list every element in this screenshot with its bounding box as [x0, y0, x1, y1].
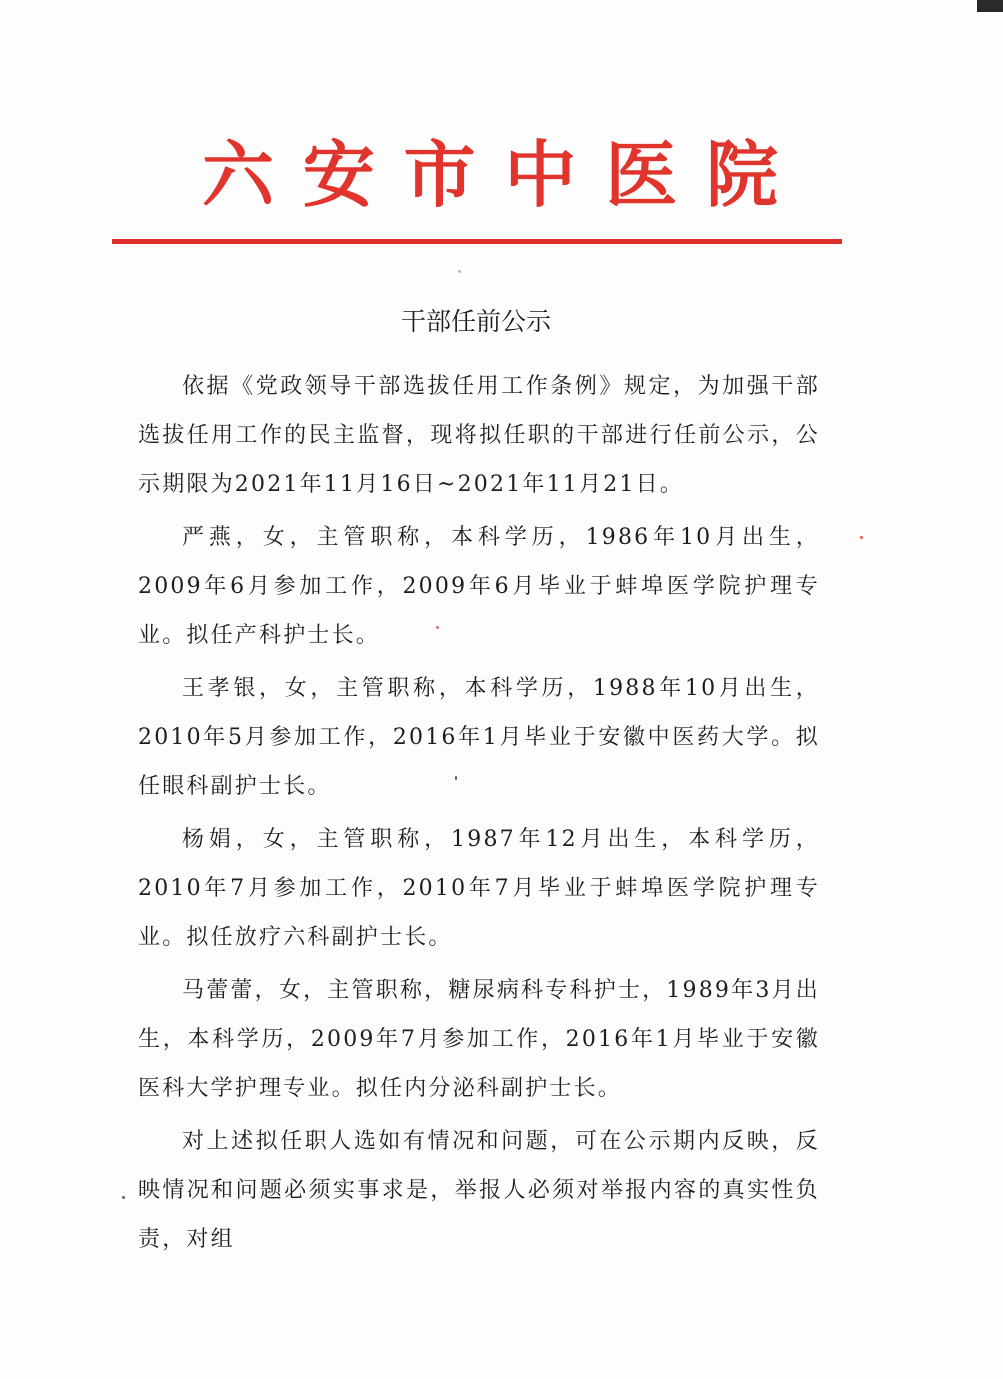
- scan-corner-mark: [977, 0, 1003, 12]
- letterhead-char: 市: [403, 133, 476, 217]
- document-body: [138, 362, 820, 1268]
- paragraph-candidate: 王孝银，女，主管职称，本科学历，1988年10月出生，2010年5月参加工作，2016年1月毕业于安徽中医药大学。拟任眼科副护士长。: [138, 676, 820, 799]
- document-title: 干部任前公示: [400, 307, 551, 336]
- paragraph-candidate: 杨娟，女，主管职称，1987年12月出生，本科学历，2010年7月参加工作，2010年7月毕业于蚌埠医学院护理专业。拟任放疗六科副护士长。: [138, 827, 820, 950]
- scan-speck: [122, 1196, 125, 1199]
- letterhead-org-name: [190, 120, 790, 230]
- letterhead-divider: [112, 239, 842, 244]
- letterhead-char: 安: [302, 133, 375, 217]
- paragraph-candidate: 严燕，女，主管职称，本科学历，1986年10月出生，2009年6月参加工作，2009年6月毕业于蚌埠医学院护理专业。拟任产科护士长。: [138, 525, 820, 648]
- scan-speck: [436, 626, 439, 629]
- scan-speck: [860, 536, 863, 539]
- scan-speck: [458, 270, 461, 273]
- letterhead-char: 中: [504, 133, 577, 217]
- paragraph-candidate: 马蕾蕾，女，主管职称，糖尿病科专科护士，1989年3月出生，本科学历，2009年7月参加工作，2016年1月毕业于安徽医科大学护理专业。拟任内分泌科副护士长。: [138, 978, 820, 1101]
- letterhead-char: 六: [201, 133, 274, 217]
- paragraph-basis: 依据《党政领导干部选拔任用工作条例》规定，为加强干部选拔任用工作的民主监督，现将拟任职的干部进行任前公示，公示期限为2021年11月16日~2021年11月21日。: [138, 374, 820, 497]
- letterhead-char: 医: [605, 133, 678, 217]
- letterhead-char: 院: [705, 133, 778, 217]
- scan-speck: [455, 776, 457, 780]
- paragraph-feedback: 对上述拟任职人选如有情况和问题，可在公示期内反映，反映情况和问题必须实事求是，举报人必须对举报内容的真实性负责，对组: [138, 1129, 820, 1252]
